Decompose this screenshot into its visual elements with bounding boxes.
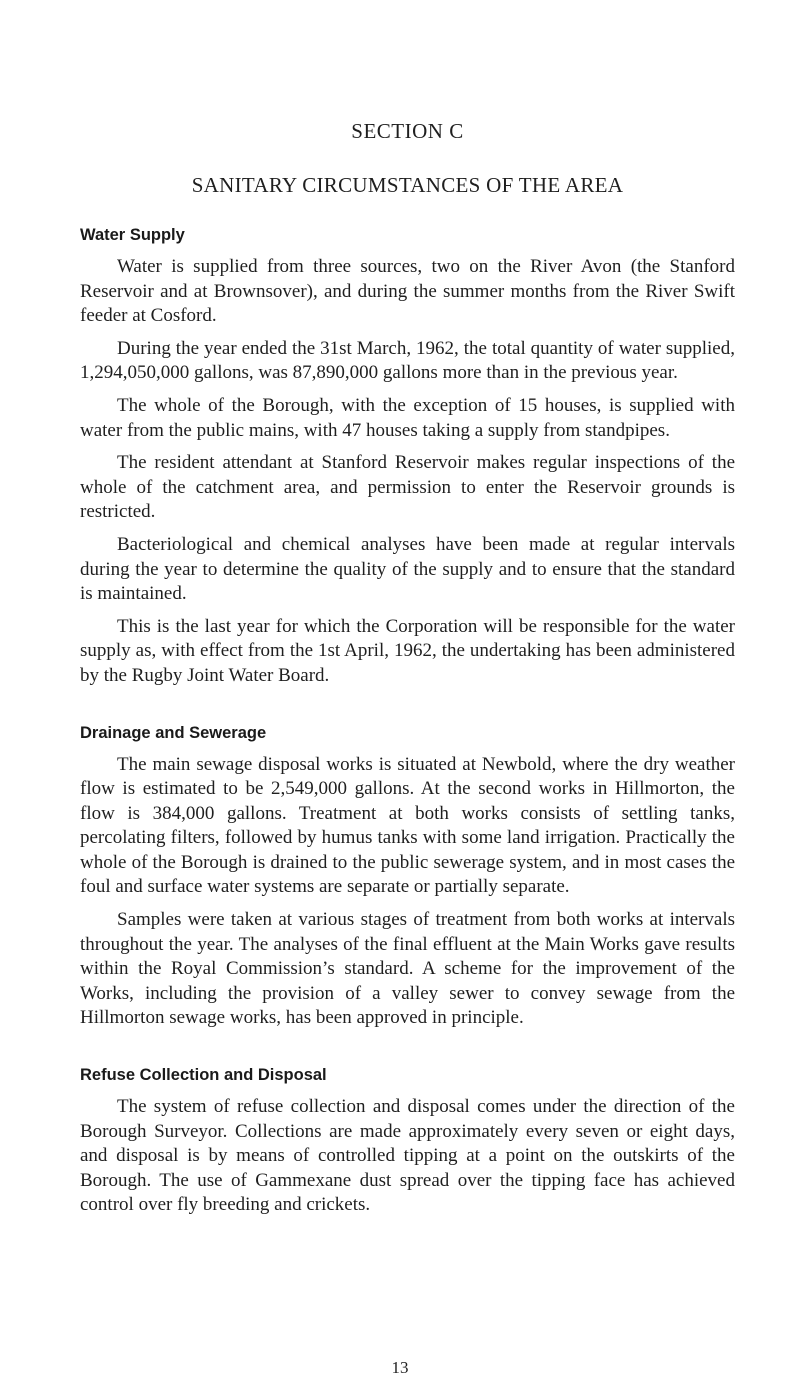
water-supply-paragraph: Water is supplied from three sources, two on the River Avon (the Stanford Reservoir and at Brownsover), and during the summer months from the River Swift feeder at Cosford.: [80, 256, 735, 327]
drainage-heading: Drainage and Sewerage: [80, 723, 267, 742]
drainage-section: [80, 719, 735, 1032]
water-supply-paragraph: The resident attendant at Stanford Reservoir makes regular inspections of the whole of the catchment area, and permission to enter the Reservoir grounds is restricted.: [80, 452, 735, 523]
water-supply-paragraph: This is the last year for which the Corporation will be responsible for the water supply as, with effect from the 1st April, 1962, the undertaking has been administered by the Rugby Joint Water Board.: [80, 615, 735, 686]
page-number: 13: [391, 1358, 409, 1377]
water-supply-section: [80, 221, 735, 689]
refuse-heading: Refuse Collection and Disposal: [80, 1066, 327, 1085]
document-page: [80, 117, 735, 1226]
water-supply-paragraph: The whole of the Borough, with the exception of 15 houses, is supplied with water from the public mains, with 47 houses taking a supply from standpipes.: [80, 394, 735, 441]
section-title: SANITARY CIRCUMSTANCES OF THE AREA: [191, 173, 624, 197]
drainage-paragraph: Samples were taken at various stages of treatment from both works at intervals throughout the year. The analyses of the final effluent at the Main Works gave results within the Royal Commission’s standard. A scheme for the improvement of the Works, including the provision of a valley sewer to convey sewage from the Hillmorton sewage works, has been approved in principle.: [80, 909, 735, 1029]
water-supply-paragraph: During the year ended the 31st March, 1962, the total quantity of water supplied, 1,294,050,000 gallons, was 87,890,000 gallons more than in the previous year.: [80, 337, 735, 384]
refuse-paragraph: The system of refuse collection and disposal comes under the direction of the Borough Surveyor. Collections are made approximately every seven or eight days, and disposal is by means of controlled tipping at a point on the outskirts of the Borough. The use of Gammexane dust spread over the tipping face has achieved control over fly breeding and crickets.: [80, 1096, 735, 1216]
water-supply-heading: Water Supply: [80, 226, 185, 244]
refuse-section: [80, 1061, 735, 1218]
section-label: SECTION C: [351, 119, 464, 143]
drainage-paragraph: The main sewage disposal works is situated at Newbold, where the dry weather flow is estimated to be 2,549,000 gallons. At the second works in Hillmorton, the flow is 384,000 gallons. Treatment at both works consists of settling tanks, percolating filters, followed by humus tanks with some land irrigation. Practically the whole of the Borough is drained to the public sewerage system, and in most cases the foul and surface water systems are separate or partially separate.: [80, 753, 735, 898]
water-supply-paragraph: Bacteriological and chemical analyses have been made at regular intervals during the year to determine the quality of the supply and to ensure that the standard is maintained.: [80, 533, 735, 605]
